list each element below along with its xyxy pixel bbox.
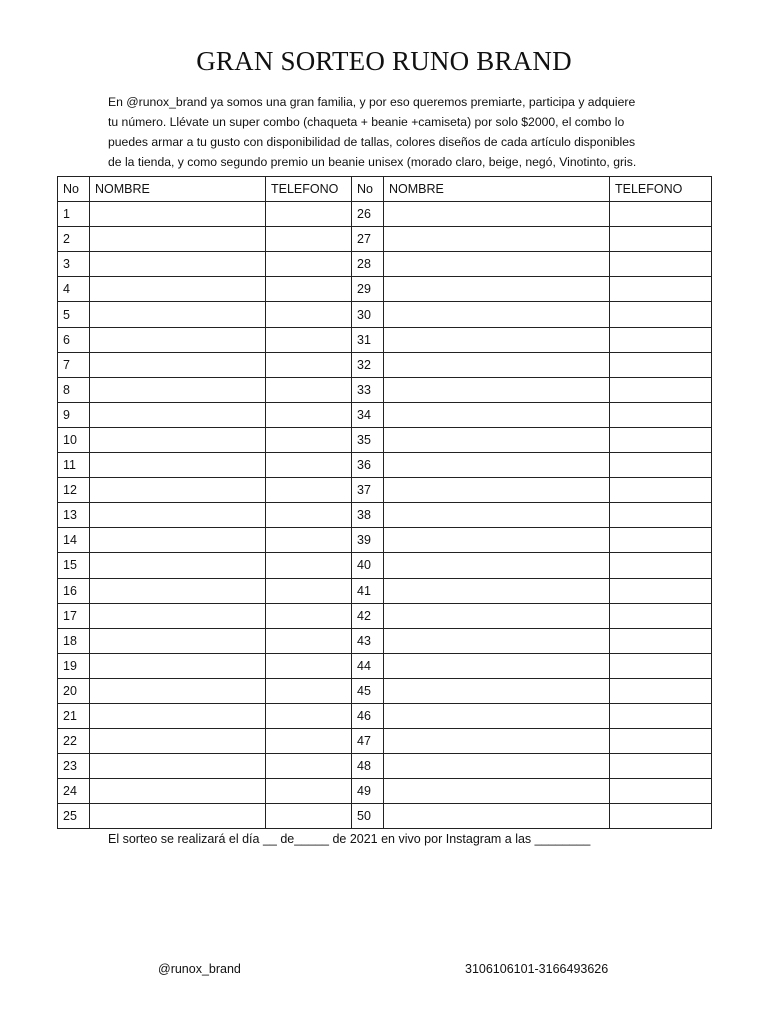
phone-cell-left[interactable] — [266, 678, 352, 703]
phone-cell-right[interactable] — [610, 427, 712, 452]
phone-cell-right[interactable] — [610, 202, 712, 227]
name-cell-left[interactable] — [90, 578, 266, 603]
phone-cell-left[interactable] — [266, 653, 352, 678]
name-cell-right[interactable] — [384, 252, 610, 277]
phone-cell-left[interactable] — [266, 754, 352, 779]
phone-cell-right[interactable] — [610, 553, 712, 578]
name-cell-left[interactable] — [90, 729, 266, 754]
name-cell-right[interactable] — [384, 503, 610, 528]
phone-cell-right[interactable] — [610, 503, 712, 528]
row-number-left: 24 — [58, 779, 90, 804]
name-cell-right[interactable] — [384, 302, 610, 327]
intro-line: En @runox_brand ya somos una gran familia, y por eso queremos premiarte, participa y adquiere — [108, 95, 636, 109]
row-number-left: 4 — [58, 277, 90, 302]
phone-cell-left[interactable] — [266, 402, 352, 427]
table-row — [58, 202, 712, 227]
name-cell-left[interactable] — [90, 427, 266, 452]
row-number-right: 50 — [352, 804, 384, 829]
row-number-left: 21 — [58, 703, 90, 728]
phone-cell-left[interactable] — [266, 528, 352, 553]
name-cell-left[interactable] — [90, 703, 266, 728]
phone-cell-left[interactable] — [266, 352, 352, 377]
name-cell-right[interactable] — [384, 427, 610, 452]
name-cell-right[interactable] — [384, 277, 610, 302]
row-number-left: 25 — [58, 804, 90, 829]
name-cell-right[interactable] — [384, 327, 610, 352]
name-cell-right[interactable] — [384, 804, 610, 829]
phone-cell-right[interactable] — [610, 402, 712, 427]
row-number-right: 47 — [352, 729, 384, 754]
row-number-left: 23 — [58, 754, 90, 779]
row-number-right: 28 — [352, 252, 384, 277]
phone-cell-left[interactable] — [266, 202, 352, 227]
phone-cell-left[interactable] — [266, 302, 352, 327]
table-row — [58, 352, 712, 377]
header-telefono-left: TELEFONO — [266, 177, 352, 202]
name-cell-right[interactable] — [384, 628, 610, 653]
row-number-left: 10 — [58, 427, 90, 452]
row-number-right: 30 — [352, 302, 384, 327]
phone-cell-right[interactable] — [610, 327, 712, 352]
row-number-right: 35 — [352, 427, 384, 452]
table-row — [58, 377, 712, 402]
name-cell-right[interactable] — [384, 678, 610, 703]
table-row — [58, 603, 712, 628]
table-row — [58, 678, 712, 703]
contact-phones: 3106106101-3166493626 — [465, 962, 609, 976]
name-cell-left[interactable] — [90, 377, 266, 402]
phone-cell-right[interactable] — [610, 703, 712, 728]
name-cell-right[interactable] — [384, 703, 610, 728]
row-number-right: 29 — [352, 277, 384, 302]
table-row — [58, 553, 712, 578]
table-row — [58, 578, 712, 603]
name-cell-right[interactable] — [384, 202, 610, 227]
table-header-row — [58, 177, 712, 202]
table-row — [58, 302, 712, 327]
row-number-right: 31 — [352, 327, 384, 352]
name-cell-left[interactable] — [90, 402, 266, 427]
phone-cell-right[interactable] — [610, 729, 712, 754]
row-number-right: 48 — [352, 754, 384, 779]
phone-cell-left[interactable] — [266, 252, 352, 277]
phone-cell-left[interactable] — [266, 427, 352, 452]
row-number-left: 11 — [58, 453, 90, 478]
table-row — [58, 628, 712, 653]
row-number-left: 8 — [58, 377, 90, 402]
name-cell-left[interactable] — [90, 202, 266, 227]
row-number-left: 19 — [58, 653, 90, 678]
row-number-left: 15 — [58, 553, 90, 578]
name-cell-right[interactable] — [384, 553, 610, 578]
row-number-right: 49 — [352, 779, 384, 804]
name-cell-right[interactable] — [384, 754, 610, 779]
row-number-left: 12 — [58, 478, 90, 503]
phone-cell-right[interactable] — [610, 653, 712, 678]
name-cell-right[interactable] — [384, 779, 610, 804]
table-row — [58, 703, 712, 728]
intro-line: de la tienda, y como segundo premio un beanie unisex (morado claro, beige, negó, Vinotinto, gris. — [108, 155, 637, 169]
table-row — [58, 779, 712, 804]
name-cell-left[interactable] — [90, 678, 266, 703]
table-row — [58, 653, 712, 678]
intro-paragraph — [108, 92, 668, 172]
row-number-left: 1 — [58, 202, 90, 227]
phone-cell-right[interactable] — [610, 678, 712, 703]
row-number-left: 20 — [58, 678, 90, 703]
name-cell-left[interactable] — [90, 453, 266, 478]
table-row — [58, 528, 712, 553]
name-cell-left[interactable] — [90, 352, 266, 377]
row-number-right: 38 — [352, 503, 384, 528]
row-number-left: 18 — [58, 628, 90, 653]
row-number-right: 42 — [352, 603, 384, 628]
table-row — [58, 754, 712, 779]
name-cell-left[interactable] — [90, 478, 266, 503]
name-cell-left[interactable] — [90, 628, 266, 653]
phone-cell-right[interactable] — [610, 779, 712, 804]
phone-cell-left[interactable] — [266, 478, 352, 503]
page-title: GRAN SORTEO RUNO BRAND — [196, 46, 572, 76]
name-cell-left[interactable] — [90, 528, 266, 553]
intro-line: tu número. Llévate un super combo (chaqueta + beanie +camiseta) por solo $2000, el combo lo — [108, 115, 625, 129]
phone-cell-right[interactable] — [610, 227, 712, 252]
row-number-left: 9 — [58, 402, 90, 427]
name-cell-right[interactable] — [384, 402, 610, 427]
intro-line: puedes armar a tu gusto con disponibilidad de tallas, colores diseños de cada artículo disponibles — [108, 135, 636, 149]
name-cell-left[interactable] — [90, 252, 266, 277]
phone-cell-left[interactable] — [266, 779, 352, 804]
name-cell-right[interactable] — [384, 377, 610, 402]
table-row — [58, 227, 712, 252]
phone-cell-right[interactable] — [610, 754, 712, 779]
name-cell-left[interactable] — [90, 327, 266, 352]
phone-cell-right[interactable] — [610, 528, 712, 553]
row-number-left: 22 — [58, 729, 90, 754]
phone-cell-left[interactable] — [266, 453, 352, 478]
header-nombre-left: NOMBRE — [90, 177, 266, 202]
row-number-right: 33 — [352, 377, 384, 402]
phone-cell-left[interactable] — [266, 553, 352, 578]
name-cell-left[interactable] — [90, 227, 266, 252]
row-number-right: 26 — [352, 202, 384, 227]
phone-cell-right[interactable] — [610, 352, 712, 377]
name-cell-right[interactable] — [384, 653, 610, 678]
phone-cell-left[interactable] — [266, 503, 352, 528]
phone-cell-left[interactable] — [266, 578, 352, 603]
row-number-right: 39 — [352, 528, 384, 553]
table-row — [58, 729, 712, 754]
phone-cell-left[interactable] — [266, 729, 352, 754]
phone-cell-right[interactable] — [610, 478, 712, 503]
phone-cell-left[interactable] — [266, 804, 352, 829]
phone-cell-right[interactable] — [610, 252, 712, 277]
row-number-right: 45 — [352, 678, 384, 703]
name-cell-right[interactable] — [384, 478, 610, 503]
name-cell-left[interactable] — [90, 603, 266, 628]
participants-table — [57, 176, 712, 829]
table-row — [58, 427, 712, 452]
name-cell-left[interactable] — [90, 779, 266, 804]
phone-cell-left[interactable] — [266, 603, 352, 628]
phone-cell-left[interactable] — [266, 628, 352, 653]
row-number-right: 46 — [352, 703, 384, 728]
row-number-left: 5 — [58, 302, 90, 327]
row-number-left: 3 — [58, 252, 90, 277]
phone-cell-left[interactable] — [266, 277, 352, 302]
header-no-right: No — [352, 177, 384, 202]
table-row — [58, 252, 712, 277]
phone-cell-left[interactable] — [266, 227, 352, 252]
row-number-right: 32 — [352, 352, 384, 377]
row-number-left: 2 — [58, 227, 90, 252]
name-cell-left[interactable] — [90, 277, 266, 302]
phone-cell-right[interactable] — [610, 277, 712, 302]
header-telefono-right: TELEFONO — [610, 177, 712, 202]
table-row — [58, 327, 712, 352]
name-cell-right[interactable] — [384, 227, 610, 252]
table-row — [58, 402, 712, 427]
phone-cell-right[interactable] — [610, 578, 712, 603]
draw-date-note: El sorteo se realizará el día __ de_____ de 2021 en vivo por Instagram a las ________ — [108, 832, 591, 846]
table-row — [58, 478, 712, 503]
row-number-left: 6 — [58, 327, 90, 352]
name-cell-left[interactable] — [90, 653, 266, 678]
table-row — [58, 453, 712, 478]
name-cell-right[interactable] — [384, 528, 610, 553]
row-number-left: 14 — [58, 528, 90, 553]
row-number-right: 43 — [352, 628, 384, 653]
phone-cell-right[interactable] — [610, 804, 712, 829]
header-no-left: No — [58, 177, 90, 202]
row-number-right: 34 — [352, 402, 384, 427]
phone-cell-left[interactable] — [266, 327, 352, 352]
row-number-right: 44 — [352, 653, 384, 678]
phone-cell-right[interactable] — [610, 453, 712, 478]
row-number-left: 13 — [58, 503, 90, 528]
name-cell-left[interactable] — [90, 302, 266, 327]
name-cell-right[interactable] — [384, 603, 610, 628]
phone-cell-right[interactable] — [610, 302, 712, 327]
row-number-right: 27 — [352, 227, 384, 252]
phone-cell-left[interactable] — [266, 703, 352, 728]
header-nombre-right: NOMBRE — [384, 177, 610, 202]
name-cell-left[interactable] — [90, 754, 266, 779]
row-number-right: 36 — [352, 453, 384, 478]
phone-cell-right[interactable] — [610, 603, 712, 628]
table-body — [58, 202, 712, 829]
phone-cell-right[interactable] — [610, 628, 712, 653]
row-number-right: 40 — [352, 553, 384, 578]
row-number-right: 41 — [352, 578, 384, 603]
phone-cell-right[interactable] — [610, 377, 712, 402]
table-row — [58, 503, 712, 528]
row-number-left: 7 — [58, 352, 90, 377]
phone-cell-left[interactable] — [266, 377, 352, 402]
name-cell-left[interactable] — [90, 804, 266, 829]
row-number-left: 16 — [58, 578, 90, 603]
name-cell-right[interactable] — [384, 352, 610, 377]
name-cell-left[interactable] — [90, 503, 266, 528]
table-row — [58, 277, 712, 302]
name-cell-right[interactable] — [384, 578, 610, 603]
name-cell-right[interactable] — [384, 729, 610, 754]
row-number-right: 37 — [352, 478, 384, 503]
name-cell-left[interactable] — [90, 553, 266, 578]
instagram-handle: @runox_brand — [158, 962, 241, 976]
row-number-left: 17 — [58, 603, 90, 628]
table-row — [58, 804, 712, 829]
name-cell-right[interactable] — [384, 453, 610, 478]
